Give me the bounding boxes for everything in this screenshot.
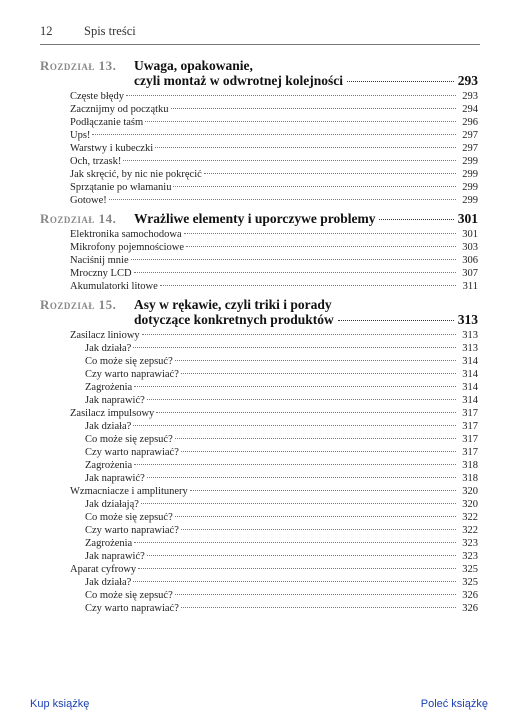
toc-subentry[interactable] bbox=[40, 589, 478, 602]
dot-leader bbox=[379, 219, 453, 220]
entry-title: Zacznijmy od początku bbox=[70, 104, 169, 115]
toc-subentry[interactable] bbox=[40, 433, 478, 446]
dot-leader bbox=[173, 186, 456, 187]
toc-entry[interactable] bbox=[40, 103, 478, 116]
toc-subentry[interactable] bbox=[40, 550, 478, 563]
entry-page: 301 bbox=[462, 229, 478, 240]
dot-leader bbox=[160, 285, 456, 286]
entry-page: 314 bbox=[462, 369, 478, 380]
dot-leader bbox=[338, 320, 454, 321]
entry-title: Jak działają? bbox=[85, 499, 139, 510]
toc-entry[interactable] bbox=[40, 155, 478, 168]
dot-leader bbox=[184, 233, 456, 234]
entry-title: Jak działa? bbox=[85, 577, 132, 588]
toc-entry[interactable] bbox=[40, 407, 478, 420]
entry-title: Co może się zepsuć? bbox=[85, 512, 173, 523]
buy-book-link[interactable]: Kup książkę bbox=[30, 698, 90, 710]
dot-leader bbox=[186, 246, 456, 247]
dot-leader bbox=[142, 334, 456, 335]
entry-title: Elektronika samochodowa bbox=[70, 229, 182, 240]
entry-title: Co może się zepsuć? bbox=[85, 434, 173, 445]
dot-leader bbox=[133, 347, 456, 348]
entry-title: Czy warto naprawiać? bbox=[85, 525, 179, 536]
dot-leader bbox=[126, 95, 456, 96]
entry-title: Wzmacniacze i amplitunery bbox=[70, 486, 188, 497]
dot-leader bbox=[141, 503, 456, 504]
chapter-heading[interactable] bbox=[40, 297, 478, 327]
entry-title: Co może się zepsuć? bbox=[85, 590, 173, 601]
chapter-block bbox=[40, 58, 478, 207]
chapter-label: Rozdział 13. bbox=[40, 58, 117, 73]
dot-leader bbox=[138, 568, 456, 569]
dot-leader bbox=[145, 121, 456, 122]
entry-page: 318 bbox=[462, 460, 478, 471]
chapter-page: 293 bbox=[457, 73, 478, 88]
toc-subentry[interactable] bbox=[40, 446, 478, 459]
entry-title: Mikrofony pojemnościowe bbox=[70, 242, 185, 253]
entry-page: 318 bbox=[462, 473, 478, 484]
chapter-title: Asy w rękawie, czyli triki i porady bbox=[134, 297, 332, 312]
dot-leader bbox=[133, 425, 456, 426]
entry-title: Aparat cyfrowy bbox=[70, 564, 137, 575]
entry-page: 326 bbox=[462, 603, 478, 614]
dot-leader bbox=[175, 438, 456, 439]
entry-page: 297 bbox=[462, 143, 478, 154]
entry-page: 317 bbox=[462, 408, 478, 419]
entry-title: Akumulatorki litowe bbox=[70, 281, 158, 292]
toc-subentry[interactable] bbox=[40, 459, 478, 472]
entry-page: 320 bbox=[462, 486, 478, 497]
entry-page: 323 bbox=[462, 551, 478, 562]
entry-title: Jak naprawić? bbox=[85, 395, 145, 406]
entry-title: Och, trzask! bbox=[70, 156, 122, 167]
dot-leader bbox=[123, 160, 456, 161]
chapter-title: Uwaga, opakowanie, bbox=[134, 58, 253, 73]
entry-title: Jak naprawić? bbox=[85, 551, 145, 562]
toc-subentry[interactable] bbox=[40, 576, 478, 589]
entry-page: 323 bbox=[462, 538, 478, 549]
dot-leader bbox=[147, 555, 456, 556]
entry-title: Ups! bbox=[70, 130, 91, 141]
dot-leader bbox=[175, 360, 456, 361]
chapter-page: 301 bbox=[457, 211, 478, 226]
running-title: Spis treści bbox=[84, 24, 136, 38]
entry-title: Zagrożenia bbox=[85, 538, 133, 549]
dot-leader bbox=[175, 516, 456, 517]
entry-page: 326 bbox=[462, 590, 478, 601]
entry-page: 296 bbox=[462, 117, 478, 128]
entry-page: 299 bbox=[462, 169, 478, 180]
entry-title: Czy warto naprawiać? bbox=[85, 369, 179, 380]
toc-entry[interactable] bbox=[40, 90, 478, 103]
toc-subentry[interactable] bbox=[40, 394, 478, 407]
toc-subentry[interactable] bbox=[40, 472, 478, 485]
dot-leader bbox=[134, 464, 456, 465]
entry-page: 314 bbox=[462, 395, 478, 406]
dot-leader bbox=[181, 373, 456, 374]
toc-subentry[interactable] bbox=[40, 602, 478, 615]
toc-entry[interactable] bbox=[40, 129, 478, 142]
chapter-label: Rozdział 15. bbox=[40, 297, 117, 312]
dot-leader bbox=[147, 477, 456, 478]
entry-title: Podłączanie taśm bbox=[70, 117, 144, 128]
dot-leader bbox=[156, 412, 456, 413]
page-header bbox=[40, 24, 136, 39]
toc-entry[interactable] bbox=[40, 142, 478, 155]
toc-entry[interactable] bbox=[40, 563, 478, 576]
recommend-book-link[interactable]: Poleć książkę bbox=[420, 698, 488, 710]
dot-leader bbox=[92, 134, 456, 135]
toc-subentry[interactable] bbox=[40, 355, 478, 368]
entry-title: Częste błędy bbox=[70, 91, 124, 102]
dot-leader bbox=[190, 490, 456, 491]
dot-leader bbox=[175, 594, 456, 595]
entry-title: Zagrożenia bbox=[85, 382, 133, 393]
entry-page: 314 bbox=[462, 356, 478, 367]
dot-leader bbox=[109, 199, 456, 200]
entry-page: 317 bbox=[462, 447, 478, 458]
entry-page: 317 bbox=[462, 421, 478, 432]
dot-leader bbox=[171, 108, 456, 109]
toc-entry[interactable] bbox=[40, 280, 478, 293]
entry-page: 325 bbox=[462, 564, 478, 575]
chapter-page: 313 bbox=[457, 312, 478, 327]
toc-subentry[interactable] bbox=[40, 342, 478, 355]
table-of-contents bbox=[40, 58, 478, 615]
entry-page: 306 bbox=[462, 255, 478, 266]
entry-page: 322 bbox=[462, 512, 478, 523]
toc-entry[interactable] bbox=[40, 254, 478, 267]
entry-title: Jak działa? bbox=[85, 343, 132, 354]
entry-title: Jak skręcić, by nic nie pokręcić bbox=[70, 169, 202, 180]
chapter-title: dotyczące konkretnych produktów bbox=[134, 312, 334, 327]
toc-entry[interactable] bbox=[40, 228, 478, 241]
chapter-block bbox=[40, 297, 478, 615]
dot-leader bbox=[181, 451, 456, 452]
entry-page: 299 bbox=[462, 182, 478, 193]
toc-subentry[interactable] bbox=[40, 368, 478, 381]
toc-subentry[interactable] bbox=[40, 511, 478, 524]
entry-title: Zagrożenia bbox=[85, 460, 133, 471]
entry-page: 325 bbox=[462, 577, 478, 588]
entry-title: Czy warto naprawiać? bbox=[85, 603, 179, 614]
entry-title: Czy warto naprawiać? bbox=[85, 447, 179, 458]
entry-page: 313 bbox=[462, 330, 478, 341]
dot-leader bbox=[131, 259, 456, 260]
chapter-title: Wrażliwe elementy i uporczywe problemy bbox=[134, 211, 376, 226]
entry-page: 299 bbox=[462, 156, 478, 167]
entry-page: 303 bbox=[462, 242, 478, 253]
entry-page: 317 bbox=[462, 434, 478, 445]
entry-page: 294 bbox=[462, 104, 478, 115]
entry-title: Gotowe! bbox=[70, 195, 107, 206]
entry-title: Jak działa? bbox=[85, 421, 132, 432]
dot-leader bbox=[134, 542, 456, 543]
entry-page: 313 bbox=[462, 343, 478, 354]
entry-title: Warstwy i kubeczki bbox=[70, 143, 154, 154]
toc-entry[interactable] bbox=[40, 181, 478, 194]
dot-leader bbox=[204, 173, 456, 174]
toc-entry[interactable] bbox=[40, 485, 478, 498]
entry-page: 322 bbox=[462, 525, 478, 536]
entry-title: Zasilacz liniowy bbox=[70, 330, 140, 341]
toc-entry[interactable] bbox=[40, 329, 478, 342]
entry-title: Co może się zepsuć? bbox=[85, 356, 173, 367]
toc-subentry[interactable] bbox=[40, 524, 478, 537]
dot-leader bbox=[133, 581, 456, 582]
entry-title: Sprzątanie po włamaniu bbox=[70, 182, 172, 193]
entry-title: Naciśnij mnie bbox=[70, 255, 129, 266]
toc-subentry[interactable] bbox=[40, 498, 478, 511]
dot-leader bbox=[155, 147, 456, 148]
dot-leader bbox=[347, 81, 454, 82]
entry-page: 314 bbox=[462, 382, 478, 393]
dot-leader bbox=[181, 607, 456, 608]
toc-subentry[interactable] bbox=[40, 381, 478, 394]
chapter-heading[interactable] bbox=[40, 58, 478, 88]
toc-entry[interactable] bbox=[40, 241, 478, 254]
toc-entry[interactable] bbox=[40, 267, 478, 280]
entry-title: Zasilacz impulsowy bbox=[70, 408, 155, 419]
entry-page: 320 bbox=[462, 499, 478, 510]
entry-title: Mroczny LCD bbox=[70, 268, 132, 279]
entry-page: 297 bbox=[462, 130, 478, 141]
toc-subentry[interactable] bbox=[40, 420, 478, 433]
dot-leader bbox=[134, 272, 456, 273]
entry-title: Jak naprawić? bbox=[85, 473, 145, 484]
toc-subentry[interactable] bbox=[40, 537, 478, 550]
chapter-heading[interactable] bbox=[40, 211, 478, 226]
dot-leader bbox=[181, 529, 456, 530]
entry-page: 307 bbox=[462, 268, 478, 279]
chapter-label: Rozdział 14. bbox=[40, 211, 117, 226]
dot-leader bbox=[147, 399, 456, 400]
page-number: 12 bbox=[40, 24, 53, 38]
header-rule bbox=[40, 44, 480, 45]
chapter-title: czyli montaż w odwrotnej kolejności bbox=[134, 73, 343, 88]
entry-page: 311 bbox=[462, 281, 478, 292]
dot-leader bbox=[134, 386, 456, 387]
chapter-block bbox=[40, 211, 478, 293]
toc-entry[interactable] bbox=[40, 168, 478, 181]
toc-entry[interactable] bbox=[40, 116, 478, 129]
entry-page: 293 bbox=[462, 91, 478, 102]
toc-entry[interactable] bbox=[40, 194, 478, 207]
entry-page: 299 bbox=[462, 195, 478, 206]
